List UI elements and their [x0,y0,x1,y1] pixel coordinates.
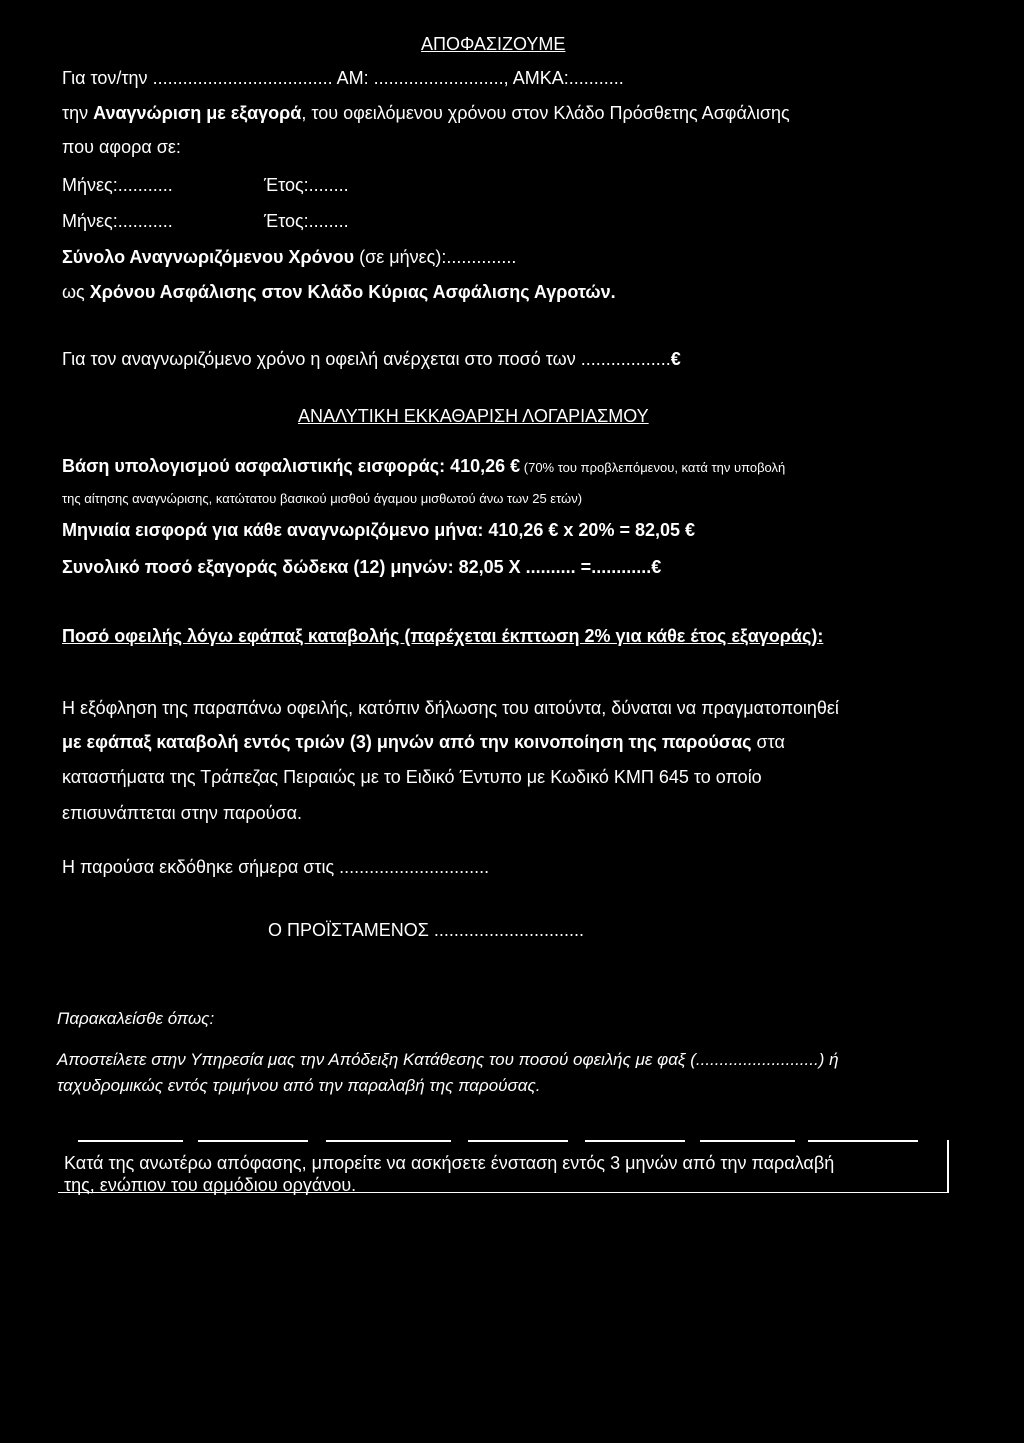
period-row-2 [62,210,173,232]
payment-bold: με εφάπαξ καταβολή εντός τριών (3) μηνών από την κοινοποίηση της παρούσας [62,732,752,752]
total-rest: (σε μήνες):.............. [354,247,517,267]
payment-line3: καταστήματα της Τράπεζας Πειραιώς με το Ειδικό Έντυπο με Κωδικό ΚΜΠ 645 το οποίο [62,767,762,787]
note-line2: ταχυδρομικώς εντός τριμήνου από την παραλαβή της παρούσας. [57,1076,541,1095]
page-title: ΑΠΟΦΑΣΙΖΟΥΜΕ [421,34,566,54]
insurance-time-line [62,281,616,303]
base-line [62,455,785,479]
beneficiary-prefix: Για τον/την [62,68,148,88]
total-bold: Σύνολο Αναγνωριζόμενου Χρόνου [62,247,355,267]
recognition-post: , του οφειλόμενου χρόνου στον Κλάδο Πρόσθετης Ασφάλισης [301,103,790,123]
amka-dots: ........... [568,68,624,88]
debt-dots: .................. [580,349,671,369]
insurance-pre: ως [62,282,90,302]
recognition-bold: Αναγνώριση με εξαγορά [93,103,302,123]
period-year-1: Έτος:........ [264,175,349,195]
debt-line [62,348,681,370]
euro-symbol: € [670,349,681,369]
issued-line: Η παρούσα εκδόθηκε σήμερα στις .............................. [62,857,490,877]
director-signature: Ο ΠΡΟΪΣΤΑΜΕΝΟΣ .............................. [268,920,584,940]
beneficiary-dots: .................................... [152,68,333,88]
payment-rest: στα [751,732,785,752]
lump-sum-heading: Ποσό οφειλής λόγω εφάπαξ καταβολής (παρέχεται έκπτωση 2% για κάθε έτος εξαγοράς): [62,626,824,646]
recognition-line [62,102,790,124]
period-months-1: Μήνες:........... [62,175,173,195]
payment-line2 [62,731,785,753]
debt-text: Για τον αναγνωριζόμενο χρόνο η οφειλή ανέρχεται στο ποσό των [62,349,581,369]
analysis-heading: ΑΝΑΛΥΤΙΚΗ ΕΚΚΑΘΑΡΙΣΗ ΛΟΓΑΡΙΑΣΜΟΥ [298,406,649,426]
period-months-2: Μήνες:........... [62,211,173,231]
note-heading: Παρακαλείσθε όπως: [57,1009,215,1028]
am-dots: .........................., [373,68,509,88]
total-months-line [62,246,516,268]
payment-line1: Η εξόφληση της παραπάνω οφειλής, κατόπιν δήλωσης του αιτούντα, δύναται να πραγματοποιηθεί [62,698,839,718]
base-note-line2: της αίτησης αναγνώρισης, κατώτατου βασικού μισθού άγαμου μισθωτού άνω των 25 ετών) [62,491,583,506]
objection-line2: της, ενώπιον του αρμόδιου οργάνου. [64,1175,357,1195]
recognition-line2: που αφορα σε: [62,137,181,157]
am-label: ΑΜ: [336,68,369,88]
period-row-1 [62,174,173,196]
period-year-2: Έτος:........ [264,211,349,231]
note-line1: Αποστείλετε στην Υπηρεσία μας την Απόδειξη Κατάθεσης του ποσού οφειλής με φαξ (..........................) ή [57,1050,839,1069]
amka-label: ΑΜΚΑ: [512,68,569,88]
monthly-contribution: Μηνιαία εισφορά για κάθε αναγνωριζόμενο μήνα: 410,26 € x 20% = 82,05 € [62,520,696,540]
insurance-bold: Χρόνου Ασφάλισης στον Κλάδο Κύριας Ασφάλισης Αγροτών. [89,282,616,302]
beneficiary-line [62,67,624,89]
recognition-pre: την [62,103,94,123]
base-note: (70% του προβλεπόμενου, κατά την υποβολή [520,460,786,475]
total-purchase: Συνολικό ποσό εξαγοράς δώδεκα (12) μηνών: 82,05 X .......... =............€ [62,557,662,577]
objection-line1: Κατά της ανωτέρω απόφασης, μπορείτε να ασκήσετε ένσταση εντός 3 μηνών από την παραλαβή [64,1153,835,1173]
base-bold: Βάση υπολογισμού ασφαλιστικής εισφοράς: 410,26 € [62,456,521,476]
payment-line4: επισυνάπτεται στην παρούσα. [62,803,303,823]
